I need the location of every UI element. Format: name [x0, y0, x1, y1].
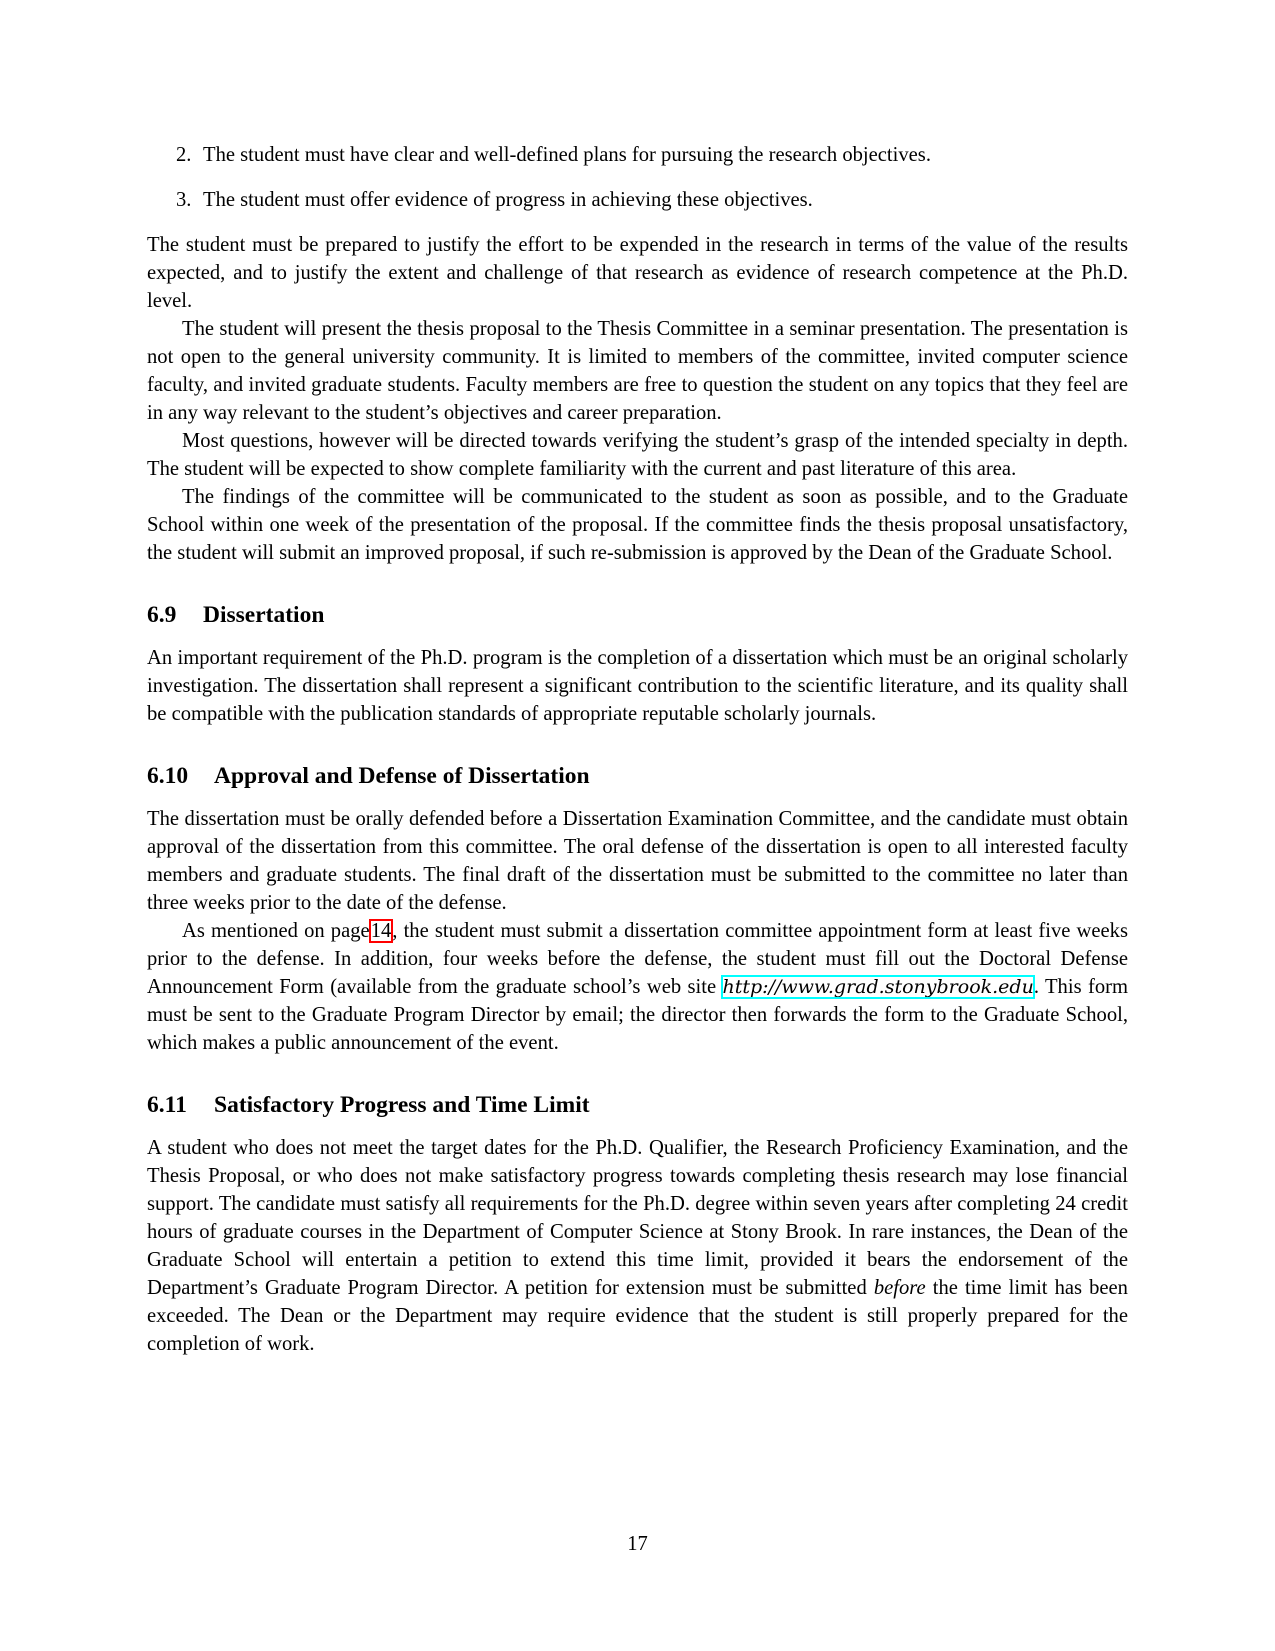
list-item	[147, 186, 1128, 214]
paragraph-text: As mentioned on page	[182, 920, 370, 942]
paragraph-appointment-form	[147, 917, 1128, 1057]
paragraph-oral-defense: The dissertation must be orally defended before a Dissertation Examination Committee, and the candidate must obtain approval of the dissertation from this committee. The oral defense of the dissertation is open to all interested faculty members and graduate students. The final draft of the dissertation must be submitted to the committee no later than three weeks prior to the date of the defense.	[147, 808, 1128, 914]
section-number: 6.9	[147, 602, 177, 628]
grad-school-url-link[interactable]: http://www.grad.stonybrook.edu	[722, 976, 1034, 998]
paragraph-dissertation: An important requirement of the Ph.D. program is the completion of a dissertation which must be an original scholarly investigation. The dissertation shall represent a significant contribution to the scientific literature, and its quality shall be compatible with the publication standards of appropriate reputable scholarly journals.	[147, 647, 1128, 725]
section-heading-dissertation	[147, 600, 1128, 630]
document-page	[147, 141, 1128, 1358]
page-number: 17	[627, 1533, 648, 1555]
section-number: 6.10	[147, 763, 189, 789]
paragraph-text: A student who does not meet the target dates for the Ph.D. Qualifier, the Research Proficiency Examination, and the Thesis Proposal, or who does not make satisfactory progress towards completing thesis research may lose financial support. The candidate must satisfy all requirements for the Ph.D. degree within seven years after completing 24 credit hours of graduate courses in the Department of Computer Science at Stony Brook. In rare instances, the Dean of the Graduate School will entertain a petition to extend this time limit, provided it bears the endorsement of the Department’s Graduate Program Director. A petition for extension must be submitted	[147, 1137, 1128, 1299]
section-title: Dissertation	[203, 602, 325, 628]
section-number: 6.11	[147, 1092, 187, 1118]
page-reference-link[interactable]: 14	[370, 920, 392, 942]
paragraph-text: , the student must submit a dissertation committee appointment form at least five weeks prior to the defense. In addition, four weeks before the defense, the student must fill out the Doctoral Defense Announcement Form (available from the graduate school’s web site	[147, 920, 1128, 998]
paragraph-findings: The findings of the committee will be communicated to the student as soon as possible, and to the Graduate School within one week of the presentation of the proposal. If the committee finds the thesis proposal unsatisfactory, the student will submit an improved proposal, if such re-submission is approved by the Dean of the Graduate School.	[147, 486, 1128, 564]
list-item-text: The student must have clear and well-defined plans for pursuing the research objectives.	[203, 144, 931, 166]
paragraph-questions: Most questions, however will be directed towards verifying the student’s grasp of the intended specialty in depth. The student will be expected to show complete familiarity with the current and past literature of this area.	[147, 430, 1128, 480]
paragraph-text: . This form must be sent to the Graduate Program Director by email; the director then forwards the form to the Graduate School, which makes a public announcement of the event.	[147, 976, 1128, 1054]
list-item	[147, 141, 1128, 169]
requirements-list	[147, 141, 1128, 214]
section-heading-progress	[147, 1090, 1128, 1120]
section-heading-defense	[147, 761, 1128, 791]
list-item-number: 2.	[176, 144, 192, 166]
section-title: Satisfactory Progress and Time Limit	[214, 1092, 590, 1118]
paragraph-seminar-presentation: The student will present the thesis proposal to the Thesis Committee in a seminar presentation. The presentation is not open to the general university community. It is limited to members of the committee, invited computer science faculty, and invited graduate students. Faculty members are free to question the student on any topics that they feel are in any way relevant to the student’s objectives and career preparation.	[147, 318, 1128, 424]
emphasis-before: before	[873, 1277, 926, 1299]
paragraph-text: the time limit has been exceeded. The Dean or the Department may require evidence that the student is still properly prepared for the completion of work.	[147, 1277, 1128, 1355]
section-title: Approval and Defense of Dissertation	[214, 763, 590, 789]
paragraph-time-limit	[147, 1134, 1128, 1358]
list-item-text: The student must offer evidence of progress in achieving these objectives.	[203, 189, 813, 211]
list-item-number: 3.	[176, 189, 192, 211]
paragraph-justify-effort: The student must be prepared to justify the effort to be expended in the research in terms of the value of the results expected, and to justify the extent and challenge of that research as evidence of research competence at the Ph.D. level.	[147, 234, 1128, 312]
